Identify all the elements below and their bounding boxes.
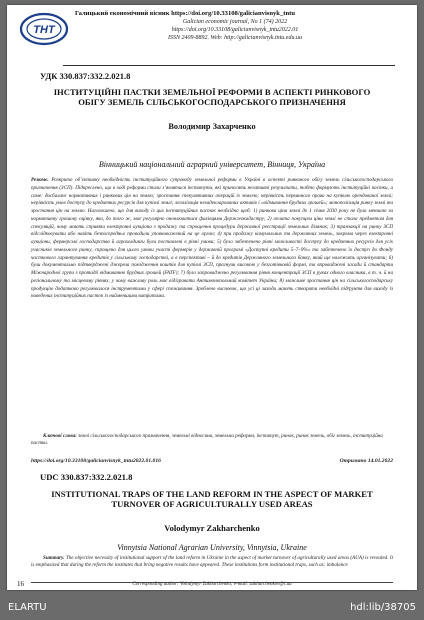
journal-title-en: Galician economic journal, No 1 (74) 2022	[182, 19, 288, 25]
corresponding-author: Corresponding author: Volodymyr Zakharchenko; e-mail: zakharchenkov@i.ua	[132, 582, 292, 587]
summary-en	[31, 555, 393, 569]
received-date: Отримано 14.01.2022	[339, 458, 393, 464]
udc-ua: УДК 330.837:332.2.021.8	[40, 71, 131, 81]
repository-bar	[0, 597, 424, 620]
journal-issn: ISSN 2409-8892. Web: http://galicianvisnyk.tntu.edu.ua	[168, 35, 302, 41]
abstract-ua	[31, 177, 393, 301]
affiliation-ua: Вінницький національний аграрний університет, Вінниця, Україна	[98, 160, 326, 169]
repository-name: ELARTU	[8, 602, 47, 613]
article-title-en: INSTITUTIONAL TRAPS OF THE LAND REFORM IN THE ASPECT OF MARKET TURNOVER OF AGRICULTURALLY USED AREAS	[51, 489, 373, 509]
udc-en: UDC 330.837:332.2.021.8	[40, 472, 133, 482]
journal-logo	[19, 10, 69, 48]
author-en: Volodymyr Zakharchenko	[164, 523, 260, 533]
abstract-lead: Резюме.	[31, 177, 49, 183]
article-doi-row	[31, 458, 393, 464]
header-divider	[63, 65, 395, 66]
document-page	[7, 5, 417, 590]
journal-header	[19, 8, 409, 60]
logo-text: ТНТ	[33, 24, 55, 36]
keywords-ua	[31, 433, 393, 448]
keywords-text: землі сільськогосподарського призначення, земельні відносини, земельна реформа, інститут, ринок, ринок земель, обіг земель, інституційна пастка.	[31, 433, 383, 447]
affiliation-en: Vinnytsia National Agrarian University, Vinnytsia, Ukraine	[117, 543, 307, 552]
handle-id: hdl:lib/38705	[350, 602, 416, 613]
abstract-text: Розкрито об’єктивну необхідність інституційного супроводу земельної реформи в Україні в аспекті ринкового обігу земель сільськогосподарського призначення (ЗСП). Підкреслено, що в ході реформи стали з’являтися інститути, які приносять негативні результати, тобто формують інституційні пастки, а саме: дисбаланс нормативних і ринкових цін на землю; зростання спекулятивних операцій із землею; нерівність первинного права на купівлю орендованої землі; нерівність умов доступу до кредитних ресурсів для купівлі землі; легалізація незадекларованих активів і «відмивання брудних грошей»; монополізація ринку землі та зростання цін на землю. Наголошено, що для виходу із цих інституційних пасток необхідно щоб: 1) ринкова ціна землі до 1 січня 2030 року не була меншою за нормативну грошову оцінку, яка, до того ж, має регулярно оновлюватися фахівцями Держгеокадастру; 2) оплата покупцем ціни землі не стала предметом для спекуляцій, чому мають сприяти електронні аукціони з продажу та спрощення процедури державної реєстрації земельних ділянок; 3) транзакції на ринку ЗСП відслідковувати або навіть безпосередньо проводили уповноважений на це орган; 4) при продажу комунальних та державних земель, зокрема через електронні аукціони, фермерські господарства й агрохолдинги були поставлені в рівні умови; 5) було забезпечено рівні можливості доступу до кредитних ресурсів для усіх учасників земельного ринку, спрощено для цього умови участі фермерів у державній програмі «Доступні кредити 5–7–9%» та забезпечено їх доступ до Фонду часткового гарантування кредитів у сільському господарстві, а в перспективі – й до кредитів Державного земельного банку, який ще належить організувати; 6) були документально підтверджені джерела походження коштів для купівлі ЗСП, прагнучи високою у безготівковій формі, та впроваджені засади й стандарти Міжнародної групи з протидії відмиванню брудних грошей (FATF); 7) було запроваджено регулювання рівня концентрації ЗСП в руках одного власника, в т. ч. й на регіональному та місцевому рівнях, у чому важливу роль має відігравати Антимонопольний комітет України; 8) можливе зростання цін на сільськогосподарську продукцію додатково регулювалося інструментами у сфері споживання. Зроблено висновок, що усі ці заходи мають створити необхідні підґрунтя для виходу із наведених інституційних пасток із найменшими витратами.	[31, 177, 393, 300]
summary-lead: Summary.	[43, 555, 65, 561]
journal-doi[interactable]: https://doi.org/10.33108/galicianvisnyk_tntu2022.01	[171, 27, 299, 33]
keywords-lead: Ключові слова:	[43, 433, 77, 439]
summary-text: The objective necessity of institutional support of the land reform in Ukraine in the aspect of market turnover of agriculturally used areas (AUA) is revealed. It is emphasized that during the reform the institutes that bring negative results have appeared. These institutions form institutional traps, such as: imbalance	[31, 555, 393, 568]
page-number: 16	[17, 580, 24, 588]
article-title-ua: ІНСТИТУЦІЙНІ ПАСТКИ ЗЕМЕЛЬНОЇ РЕФОРМИ В АСПЕКТІ РИНКОВОГО ОБІГУ ЗЕМЕЛЬ СІЛЬСЬКОГОСПОДАРСЬКОГО ПРИЗНАЧЕННЯ	[53, 87, 371, 107]
journal-header-text	[75, 10, 395, 42]
article-doi[interactable]: https://doi.org/10.33108/galicianvisnyk_tntu2022.01.016	[31, 458, 161, 464]
journal-title-ua: Галицький економічний вісник https://doi.org/10.33108/galicianvisnyk_tntu	[75, 10, 295, 17]
author-ua: Володимир Захарченко	[168, 122, 256, 131]
